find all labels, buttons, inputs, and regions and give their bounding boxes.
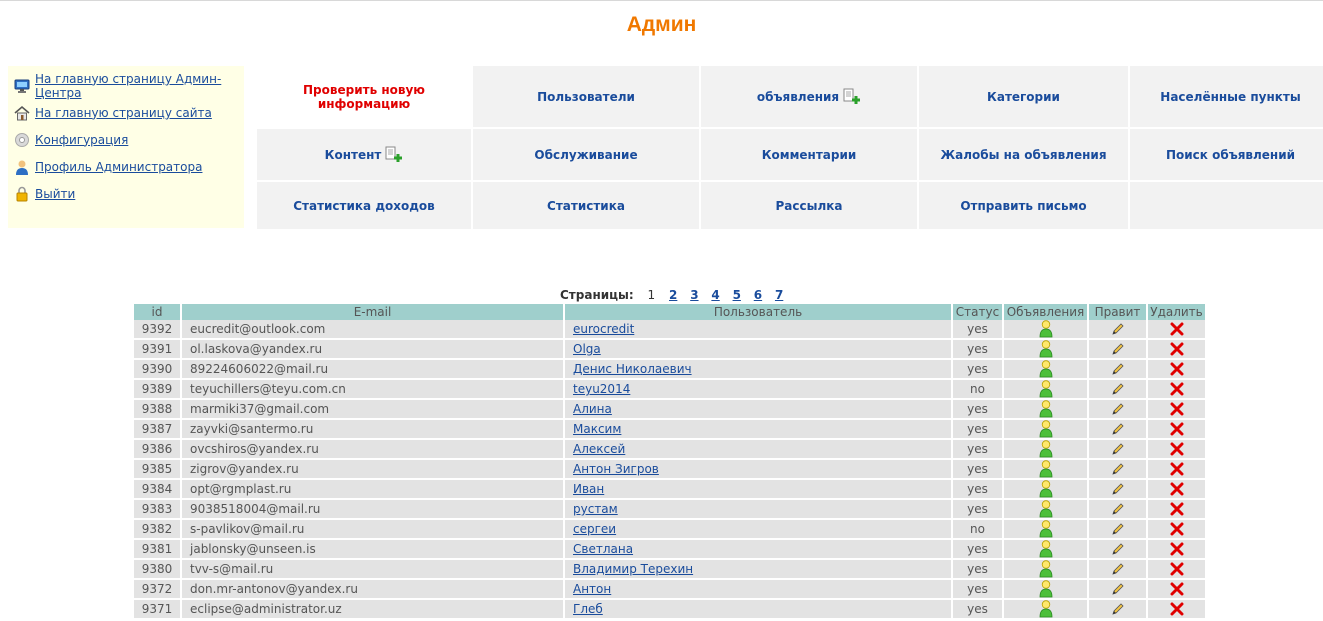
user-link[interactable]: Алексей xyxy=(573,442,626,456)
edit-pencil-icon[interactable] xyxy=(1111,502,1125,516)
nav-check-new[interactable]: Проверить новую информацию xyxy=(257,66,471,127)
user-link[interactable]: Антон xyxy=(573,582,612,596)
gear-icon xyxy=(14,132,30,148)
cell-id: 9386 xyxy=(134,440,180,460)
edit-pencil-icon[interactable] xyxy=(1111,362,1125,376)
user-ads-icon[interactable] xyxy=(1039,400,1053,418)
cell-id: 9391 xyxy=(134,340,180,360)
nav-empty-cell xyxy=(1130,182,1323,229)
edit-pencil-icon[interactable] xyxy=(1111,582,1125,596)
user-link[interactable]: Максим xyxy=(573,422,622,436)
pagination-link[interactable]: 3 xyxy=(690,288,699,302)
nav-complaints[interactable]: Жалобы на объявления xyxy=(919,129,1128,180)
cell-status: yes xyxy=(953,320,1002,340)
table-row xyxy=(134,480,1205,500)
delete-x-icon[interactable] xyxy=(1170,362,1184,376)
sidebar-item-site-home[interactable] xyxy=(14,99,244,126)
delete-x-icon[interactable] xyxy=(1170,382,1184,396)
lock-icon xyxy=(14,186,30,202)
sidebar-link-logout[interactable]: Выйти xyxy=(35,186,76,201)
nav-ad-search[interactable]: Поиск объявлений xyxy=(1130,129,1323,180)
user-link[interactable]: Антон Зигров xyxy=(573,462,659,476)
user-ads-icon[interactable] xyxy=(1039,520,1053,538)
nav-localities[interactable]: Населённые пункты xyxy=(1130,66,1323,127)
nav-categories[interactable]: Категории xyxy=(919,66,1128,127)
user-link[interactable]: Иван xyxy=(573,482,605,496)
cell-status: yes xyxy=(953,500,1002,520)
user-ads-icon[interactable] xyxy=(1039,560,1053,578)
cell-status: yes xyxy=(953,360,1002,380)
col-header-delete: Удалить xyxy=(1148,304,1205,320)
cell-id: 9388 xyxy=(134,400,180,420)
cell-id: 9382 xyxy=(134,520,180,540)
pagination-link[interactable]: 4 xyxy=(711,288,720,302)
table-row xyxy=(134,540,1205,560)
users-table xyxy=(132,304,1207,620)
edit-pencil-icon[interactable] xyxy=(1111,442,1125,456)
table-row xyxy=(134,560,1205,580)
user-ads-icon[interactable] xyxy=(1039,420,1053,438)
delete-x-icon[interactable] xyxy=(1170,482,1184,496)
table-row xyxy=(134,320,1205,340)
nav-send-letter[interactable]: Отправить письмо xyxy=(919,182,1128,229)
user-link[interactable]: Olga xyxy=(573,342,601,356)
table-header-row xyxy=(134,304,1205,320)
col-header-email: E-mail xyxy=(182,304,563,320)
delete-x-icon[interactable] xyxy=(1170,582,1184,596)
user-link[interactable]: Светлана xyxy=(573,542,634,556)
user-link[interactable]: Алина xyxy=(573,402,612,416)
sidebar-link-config[interactable]: Конфигурация xyxy=(35,132,129,147)
delete-x-icon[interactable] xyxy=(1170,342,1184,356)
table-row xyxy=(134,460,1205,480)
nav-users[interactable]: Пользователи xyxy=(473,66,699,127)
cell-status: yes xyxy=(953,560,1002,580)
table-row xyxy=(134,520,1205,540)
cell-email: ovcshiros@yandex.ru xyxy=(182,440,563,460)
col-header-ads: Объявления xyxy=(1004,304,1087,320)
edit-pencil-icon[interactable] xyxy=(1111,482,1125,496)
table-row xyxy=(134,380,1205,400)
nav-content-label: Контент xyxy=(324,147,382,162)
user-ads-icon[interactable] xyxy=(1039,320,1053,338)
cell-email: don.mr-antonov@yandex.ru xyxy=(182,580,563,600)
edit-pencil-icon[interactable] xyxy=(1111,522,1125,536)
cell-email: s-pavlikov@mail.ru xyxy=(182,520,563,540)
nav-comments[interactable]: Комментарии xyxy=(701,129,917,180)
delete-x-icon[interactable] xyxy=(1170,402,1184,416)
cell-status: yes xyxy=(953,480,1002,500)
cell-email: tvv-s@mail.ru xyxy=(182,560,563,580)
cell-email: eclipse@administrator.uz xyxy=(182,600,563,620)
user-ads-icon[interactable] xyxy=(1039,540,1053,558)
cell-status: yes xyxy=(953,460,1002,480)
cell-status: yes xyxy=(953,400,1002,420)
cell-status: yes xyxy=(953,340,1002,360)
cell-email: eucredit@outlook.com xyxy=(182,320,563,340)
cell-id: 9384 xyxy=(134,480,180,500)
delete-x-icon[interactable] xyxy=(1170,322,1184,336)
user-link[interactable]: Глеб xyxy=(573,602,603,616)
col-header-status: Статус xyxy=(953,304,1002,320)
nav-maintenance[interactable]: Обслуживание xyxy=(473,129,699,180)
cell-id: 9385 xyxy=(134,460,180,480)
table-row xyxy=(134,360,1205,380)
cell-email: zigrov@yandex.ru xyxy=(182,460,563,480)
users-table-body xyxy=(134,320,1205,620)
cell-email: jablonsky@unseen.is xyxy=(182,540,563,560)
user-ads-icon[interactable] xyxy=(1039,460,1053,478)
cell-email: zayvki@santermo.ru xyxy=(182,420,563,440)
delete-x-icon[interactable] xyxy=(1170,522,1184,536)
delete-x-icon[interactable] xyxy=(1170,542,1184,556)
table-row xyxy=(134,340,1205,360)
pagination-current-page: 1 xyxy=(647,288,656,302)
cell-status: no xyxy=(953,520,1002,540)
cell-id: 9372 xyxy=(134,580,180,600)
table-row xyxy=(134,400,1205,420)
edit-pencil-icon[interactable] xyxy=(1111,382,1125,396)
user-ads-icon[interactable] xyxy=(1039,440,1053,458)
table-row xyxy=(134,500,1205,520)
cell-email: opt@rgmplast.ru xyxy=(182,480,563,500)
cell-status: yes xyxy=(953,540,1002,560)
cell-id: 9389 xyxy=(134,380,180,400)
table-row xyxy=(134,600,1205,620)
edit-pencil-icon[interactable] xyxy=(1111,562,1125,576)
user-link[interactable]: рустам xyxy=(573,502,618,516)
cell-id: 9380 xyxy=(134,560,180,580)
pagination-link[interactable]: 7 xyxy=(774,288,784,302)
cell-status: no xyxy=(953,380,1002,400)
sidebar-link-site-home[interactable]: На главную страницу сайта xyxy=(35,105,212,120)
edit-pencil-icon[interactable] xyxy=(1111,402,1125,416)
sidebar-link-admin-home[interactable]: На главную страницу Админ-Центра xyxy=(35,71,222,100)
delete-x-icon[interactable] xyxy=(1170,502,1184,516)
sidebar xyxy=(8,66,244,228)
cell-id: 9392 xyxy=(134,320,180,340)
cell-email: teyuchillers@teyu.com.cn xyxy=(182,380,563,400)
user-ads-icon[interactable] xyxy=(1039,500,1053,518)
sidebar-item-admin-profile[interactable] xyxy=(14,153,244,180)
table-row xyxy=(134,440,1205,460)
user-link[interactable]: Денис Николаевич xyxy=(573,362,692,376)
nav-content[interactable] xyxy=(257,129,471,180)
cell-id: 9371 xyxy=(134,600,180,620)
home-icon xyxy=(14,105,30,121)
edit-pencil-icon[interactable] xyxy=(1111,462,1125,476)
user-ads-icon[interactable] xyxy=(1039,360,1053,378)
col-header-user: Пользователь xyxy=(565,304,951,320)
table-row xyxy=(134,420,1205,440)
cell-id: 9387 xyxy=(134,420,180,440)
pagination xyxy=(560,288,792,302)
user-ads-icon[interactable] xyxy=(1039,340,1053,358)
user-link[interactable]: Владимир Терехин xyxy=(573,562,694,576)
delete-x-icon[interactable] xyxy=(1170,462,1184,476)
cell-id: 9383 xyxy=(134,500,180,520)
add-ad-icon[interactable] xyxy=(843,88,861,106)
cell-email: marmiki37@gmail.com xyxy=(182,400,563,420)
sidebar-item-logout[interactable] xyxy=(14,180,244,207)
nav-ads-label: объявления xyxy=(756,89,840,104)
cell-id: 9390 xyxy=(134,360,180,380)
cell-email: ol.laskova@yandex.ru xyxy=(182,340,563,360)
user-link[interactable]: teyu2014 xyxy=(573,382,631,396)
delete-x-icon[interactable] xyxy=(1170,602,1184,616)
cell-status: yes xyxy=(953,580,1002,600)
pagination-label: Страницы: xyxy=(560,288,634,302)
admin-nav-grid xyxy=(257,66,1323,229)
user-ads-icon[interactable] xyxy=(1039,380,1053,398)
nav-income-stats[interactable]: Статистика доходов xyxy=(257,182,471,229)
cell-status: yes xyxy=(953,440,1002,460)
col-header-edit: Правит xyxy=(1089,304,1146,320)
delete-x-icon[interactable] xyxy=(1170,422,1184,436)
user-icon xyxy=(14,159,30,175)
pagination-link[interactable]: 5 xyxy=(732,288,741,302)
user-ads-icon[interactable] xyxy=(1039,600,1053,618)
user-link[interactable]: eurocredit xyxy=(573,322,635,336)
user-ads-icon[interactable] xyxy=(1039,580,1053,598)
delete-x-icon[interactable] xyxy=(1170,562,1184,576)
edit-pencil-icon[interactable] xyxy=(1111,542,1125,556)
edit-pencil-icon[interactable] xyxy=(1111,602,1125,616)
pagination-link[interactable]: 6 xyxy=(753,288,763,302)
nav-stats[interactable]: Статистика xyxy=(473,182,699,229)
table-row xyxy=(134,580,1205,600)
edit-pencil-icon[interactable] xyxy=(1111,422,1125,436)
edit-pencil-icon[interactable] xyxy=(1111,342,1125,356)
monitor-icon xyxy=(14,78,30,94)
page-title: Админ xyxy=(626,13,697,36)
sidebar-item-admin-home[interactable] xyxy=(14,72,244,99)
col-header-id: id xyxy=(134,304,180,320)
nav-ads[interactable] xyxy=(701,66,917,127)
cell-id: 9381 xyxy=(134,540,180,560)
edit-pencil-icon[interactable] xyxy=(1111,322,1125,336)
cell-status: yes xyxy=(953,420,1002,440)
sidebar-item-config[interactable] xyxy=(14,126,244,153)
sidebar-link-admin-profile[interactable]: Профиль Администратора xyxy=(35,159,203,174)
pagination-link[interactable]: 2 xyxy=(669,288,678,302)
nav-mailing[interactable]: Рассылка xyxy=(701,182,917,229)
user-link[interactable]: сергеи xyxy=(573,522,617,536)
delete-x-icon[interactable] xyxy=(1170,442,1184,456)
cell-email: 9038518004@mail.ru xyxy=(182,500,563,520)
add-content-icon[interactable] xyxy=(385,146,403,164)
cell-status: yes xyxy=(953,600,1002,620)
user-ads-icon[interactable] xyxy=(1039,480,1053,498)
cell-email: 89224606022@mail.ru xyxy=(182,360,563,380)
